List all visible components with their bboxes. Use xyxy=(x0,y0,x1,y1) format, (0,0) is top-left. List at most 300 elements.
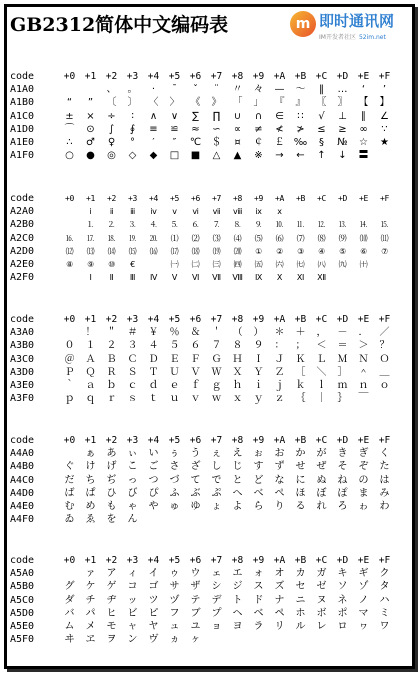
logo-tagline-text: IM开发者社区 xyxy=(319,34,356,41)
row-code: A1A0 xyxy=(10,84,35,96)
char-cell: Ｚ xyxy=(274,366,285,378)
char-cell: 々 xyxy=(253,84,264,96)
char-cell: ら xyxy=(253,500,264,512)
column-header: +3 xyxy=(126,435,139,446)
char-cell: ＇ xyxy=(211,327,222,339)
char-cell: キ xyxy=(337,568,348,580)
char-cell: ｈ xyxy=(232,379,243,391)
char-cell: 〔 xyxy=(106,97,117,109)
char-cell: ∏ xyxy=(212,110,221,122)
char-cell: ３ xyxy=(127,340,138,352)
logo-site: 52im.net xyxy=(358,34,386,41)
column-header: +D xyxy=(336,555,349,566)
char-cell: シ xyxy=(211,581,222,593)
char-cell: ゼ xyxy=(316,581,327,593)
char-cell: □ xyxy=(169,150,180,162)
row-code: A1E0 xyxy=(10,136,35,148)
logo-name: 即时通讯网 xyxy=(319,12,395,30)
column-header: +4 xyxy=(147,555,160,566)
char-cell: Ｙ xyxy=(253,366,264,378)
char-cell: ｜ xyxy=(316,393,327,405)
char-cell: Ⅻ xyxy=(317,273,326,283)
char-cell: ① xyxy=(255,246,262,256)
char-cell: む xyxy=(64,500,75,512)
char-cell: ⒙ xyxy=(107,233,116,243)
column-header: +2 xyxy=(105,555,118,566)
column-header: +E xyxy=(357,555,370,566)
char-cell: ㈧ xyxy=(317,259,326,269)
char-cell: ぎ xyxy=(358,448,369,460)
char-cell: ヤ xyxy=(148,620,159,632)
char-cell: ヘ xyxy=(232,607,243,619)
char-cell: ￠ xyxy=(253,136,264,148)
char-cell: ウ xyxy=(190,568,201,580)
char-cell: ッ xyxy=(127,594,138,606)
char-cell: 『 xyxy=(274,97,285,109)
char-cell: ＾ xyxy=(358,366,369,378)
column-header: +D xyxy=(336,71,349,82)
column-header: +5 xyxy=(168,314,181,325)
char-cell: ゐ xyxy=(64,514,75,526)
char-cell: ド xyxy=(253,594,264,606)
char-cell: ⑧ xyxy=(66,259,73,269)
char-cell: ｏ xyxy=(379,379,390,391)
char-cell: ｂ xyxy=(106,379,117,391)
char-cell: ょ xyxy=(211,500,222,512)
char-cell: Ｐ xyxy=(64,366,75,378)
char-cell: ラ xyxy=(253,620,264,632)
char-cell: ろ xyxy=(337,500,348,512)
char-cell: ヂ xyxy=(106,594,117,606)
char-cell: ∝ xyxy=(233,123,242,135)
char-cell: ｆ xyxy=(190,379,201,391)
row-code: A3E0 xyxy=(10,379,35,391)
char-cell: ⑵ xyxy=(191,233,200,243)
char-cell: オ xyxy=(274,568,285,580)
char-cell: ⒇ xyxy=(233,246,242,256)
char-cell: か xyxy=(295,448,306,460)
char-cell: ㈨ xyxy=(338,259,347,269)
char-cell: パ xyxy=(85,607,96,619)
char-cell: ♂ xyxy=(86,136,95,148)
char-cell: ｇ xyxy=(211,379,222,391)
char-cell: ′ xyxy=(152,136,155,148)
row-code: A5D0 xyxy=(10,607,35,619)
char-cell: ¤ xyxy=(234,136,241,148)
row-code: A4D0 xyxy=(10,487,35,499)
char-cell: ビ xyxy=(127,607,138,619)
column-header: +B xyxy=(294,435,307,446)
char-cell: 〕 xyxy=(127,97,138,109)
char-cell: ∮ xyxy=(129,123,136,135)
column-header-code: code xyxy=(10,435,35,446)
char-cell: — xyxy=(274,84,285,96)
char-cell: Ⅹ xyxy=(276,273,283,283)
char-cell: 〗 xyxy=(337,97,348,109)
char-cell: っ xyxy=(127,474,138,486)
char-cell: ズ xyxy=(274,581,285,593)
char-cell: ｕ xyxy=(169,393,180,405)
char-cell: ㈢ xyxy=(212,259,221,269)
char-cell: も xyxy=(106,500,117,512)
char-cell: ＝ xyxy=(337,340,348,352)
char-cell: デ xyxy=(211,594,222,606)
char-cell: ← xyxy=(296,150,305,162)
column-header: +D xyxy=(336,314,349,325)
char-cell: ⅷ xyxy=(232,207,243,217)
char-cell: ゲ xyxy=(106,581,117,593)
char-cell: お xyxy=(274,448,285,460)
row-code: A4F0 xyxy=(10,514,35,526)
char-cell: リ xyxy=(274,620,285,632)
char-cell: ぺ xyxy=(274,487,285,499)
char-cell: “ xyxy=(66,97,73,109)
column-header: +C xyxy=(315,71,328,82)
char-cell: ⒈ xyxy=(86,220,95,230)
char-cell: わ xyxy=(379,500,390,512)
char-cell: … xyxy=(337,84,348,96)
char-cell: ？ xyxy=(379,340,390,352)
char-cell: ㈠ xyxy=(170,259,179,269)
char-cell: て xyxy=(190,474,201,486)
char-cell: る xyxy=(295,500,306,512)
char-cell: ’ xyxy=(382,84,387,96)
char-cell: ＋ xyxy=(295,327,306,339)
char-cell: ぃ xyxy=(127,448,138,460)
char-cell: 〈 xyxy=(148,97,159,109)
char-cell: ˇ xyxy=(193,84,198,96)
char-cell: ゃ xyxy=(127,500,138,512)
char-cell: ⅸ xyxy=(255,207,262,217)
char-cell: ‖ xyxy=(319,84,324,96)
char-cell: ∵ xyxy=(381,123,388,135)
char-cell: ど xyxy=(253,474,264,486)
char-cell: ／ xyxy=(379,327,390,339)
char-cell: ￣ xyxy=(358,393,369,405)
column-header: +E xyxy=(357,435,370,446)
char-cell: 《 xyxy=(190,97,201,109)
char-cell: Ｕ xyxy=(169,366,180,378)
char-cell: ブ xyxy=(190,607,201,619)
char-cell: ベ xyxy=(253,607,264,619)
char-cell: ル xyxy=(295,620,306,632)
char-cell: 【 xyxy=(358,97,369,109)
char-cell: Ｂ xyxy=(106,353,117,365)
char-cell: ⅹ xyxy=(277,207,282,217)
logo-mark-icon: m xyxy=(290,11,316,37)
char-cell: マ xyxy=(358,607,369,619)
char-cell: ｗ xyxy=(211,393,222,405)
char-cell: ュ xyxy=(169,620,180,632)
char-cell: ＞ xyxy=(358,340,369,352)
char-cell: ヨ xyxy=(232,620,243,632)
char-cell: △ xyxy=(212,150,221,162)
column-header: +B xyxy=(294,71,307,82)
row-code: A4C0 xyxy=(10,474,35,486)
char-cell: ぞ xyxy=(358,461,369,473)
char-cell: ≥ xyxy=(338,123,347,135)
char-cell: ÷ xyxy=(107,110,116,122)
char-cell: ㈦ xyxy=(296,259,305,269)
char-cell: ぬ xyxy=(316,474,327,486)
char-cell: ｝ xyxy=(337,393,348,405)
char-cell: ⑿ xyxy=(65,246,74,256)
page-title: GB2312简体中文编码表 xyxy=(10,14,229,36)
char-cell: ｑ xyxy=(85,393,96,405)
char-cell: ⒓ xyxy=(317,220,326,230)
char-cell: ∪ xyxy=(233,110,242,122)
char-cell: ˉ xyxy=(172,84,177,96)
char-cell: ぜ xyxy=(316,461,327,473)
char-cell: ◆ xyxy=(149,150,158,162)
column-header: +4 xyxy=(148,194,159,203)
char-cell: ぴ xyxy=(148,487,159,499)
char-cell: タ xyxy=(379,581,390,593)
column-header: +D xyxy=(336,435,349,446)
char-cell: ￡ xyxy=(274,136,285,148)
row-code: A4B0 xyxy=(10,461,35,473)
char-cell: ＿ xyxy=(379,366,390,378)
char-cell: ガ xyxy=(316,568,327,580)
char-cell: ａ xyxy=(85,379,96,391)
char-cell: ｋ xyxy=(295,379,306,391)
column-header: +5 xyxy=(168,71,181,82)
char-cell: そ xyxy=(337,461,348,473)
row-code: A3D0 xyxy=(10,366,35,378)
char-cell: ひ xyxy=(106,487,117,499)
char-cell: ｔ xyxy=(148,393,159,405)
char-cell: Ｖ xyxy=(190,366,201,378)
char-cell: ヶ xyxy=(190,634,201,646)
char-cell: ⒀ xyxy=(86,246,95,256)
char-cell: ∑ xyxy=(192,110,199,122)
column-header: +9 xyxy=(253,194,264,203)
char-cell: ヵ xyxy=(169,634,180,646)
char-cell: １ xyxy=(85,340,96,352)
char-cell: 「 xyxy=(232,97,243,109)
char-cell: Ｎ xyxy=(358,353,369,365)
char-cell: ｀ xyxy=(64,379,75,391)
char-cell: ⊥ xyxy=(338,110,347,122)
char-cell: ム xyxy=(64,620,75,632)
char-cell: ｌ xyxy=(316,379,327,391)
char-cell: ≮ xyxy=(275,123,284,135)
char-cell: ⒃ xyxy=(149,246,158,256)
char-cell: § xyxy=(319,136,324,148)
char-cell: ㈩ xyxy=(359,259,368,269)
char-cell: だ xyxy=(64,474,75,486)
column-header: +B xyxy=(294,314,307,325)
char-cell: 》 xyxy=(211,97,222,109)
column-header-code: code xyxy=(10,314,35,325)
char-cell: ふ xyxy=(169,487,180,499)
char-cell: ＊ xyxy=(274,327,285,339)
char-cell: ⑤ xyxy=(339,246,346,256)
char-cell: り xyxy=(274,500,285,512)
char-cell: ハ xyxy=(379,594,390,606)
column-header: +2 xyxy=(105,314,118,325)
char-cell: Ｊ xyxy=(274,353,285,365)
char-cell: ∠ xyxy=(380,110,389,122)
char-cell: ５ xyxy=(169,340,180,352)
column-header: +8 xyxy=(232,194,243,203)
char-cell: ヒ xyxy=(106,607,117,619)
column-header: +C xyxy=(315,555,328,566)
column-header: +5 xyxy=(169,194,180,203)
column-header: +E xyxy=(358,194,369,203)
row-code: A2F0 xyxy=(10,272,35,284)
char-cell: Ｈ xyxy=(232,353,243,365)
char-cell: Ａ xyxy=(85,353,96,365)
char-cell: ｖ xyxy=(190,393,201,405)
char-cell: ご xyxy=(148,461,159,473)
char-cell: ． xyxy=(358,327,369,339)
column-header: +A xyxy=(273,435,286,446)
char-cell: ⒉ xyxy=(107,220,116,230)
char-cell: ☆ xyxy=(359,136,368,148)
char-cell: ミ xyxy=(379,607,390,619)
char-cell: ∫ xyxy=(108,123,115,135)
char-cell: Ｆ xyxy=(190,353,201,365)
row-code: A2D0 xyxy=(10,245,35,257)
char-cell: ∴ xyxy=(66,136,73,148)
char-cell: う xyxy=(190,448,201,460)
char-cell: ⅲ xyxy=(130,207,135,217)
char-cell: べ xyxy=(253,487,264,499)
char-cell: ∽ xyxy=(212,123,221,135)
char-cell: ゎ xyxy=(358,500,369,512)
char-cell: ③ xyxy=(297,246,304,256)
column-header: +7 xyxy=(210,555,223,566)
char-cell: は xyxy=(379,474,390,486)
char-cell: ぅ xyxy=(169,448,180,460)
column-header: +6 xyxy=(190,194,201,203)
char-cell: ∩ xyxy=(254,110,263,122)
char-cell: ぢ xyxy=(106,474,117,486)
char-cell: → xyxy=(275,150,284,162)
char-cell: ⑺ xyxy=(296,233,305,243)
char-cell: ＆ xyxy=(190,327,201,339)
char-cell: ョ xyxy=(211,620,222,632)
column-header: +B xyxy=(294,555,307,566)
char-cell: チ xyxy=(85,594,96,606)
site-logo xyxy=(290,9,408,47)
char-cell: ⅵ xyxy=(192,207,199,217)
char-cell: ＃ xyxy=(127,327,138,339)
char-cell: ⒔ xyxy=(338,220,347,230)
char-cell: ９ xyxy=(253,340,264,352)
char-cell: ィ xyxy=(127,568,138,580)
char-cell: ⒍ xyxy=(191,220,200,230)
char-cell: ◇ xyxy=(128,150,137,162)
column-header: +1 xyxy=(85,194,96,203)
column-header-code: code xyxy=(10,71,35,82)
row-code: A2C0 xyxy=(10,232,35,244)
logo-tagline xyxy=(319,32,386,41)
char-cell: 〃 xyxy=(232,84,243,96)
char-cell: Ｇ xyxy=(211,353,222,365)
column-header: +1 xyxy=(84,314,97,325)
column-header: +8 xyxy=(231,435,244,446)
char-cell: ； xyxy=(295,340,306,352)
char-cell: Ｉ xyxy=(253,353,264,365)
char-cell: ⑥ xyxy=(360,246,367,256)
char-cell: × xyxy=(86,110,95,122)
column-header: +B xyxy=(295,194,306,203)
column-header: +3 xyxy=(126,555,139,566)
char-cell: Ｄ xyxy=(148,353,159,365)
column-header: +0 xyxy=(63,555,76,566)
char-cell: ＠ xyxy=(64,353,75,365)
char-cell: № xyxy=(337,136,348,148)
column-header: +F xyxy=(379,194,390,203)
char-cell: ⅰ xyxy=(89,207,92,217)
char-cell: ロ xyxy=(337,620,348,632)
column-header: +6 xyxy=(189,71,202,82)
char-cell: ： xyxy=(274,340,285,352)
char-cell: Ⅴ xyxy=(171,273,178,283)
char-cell: Ⅳ xyxy=(149,273,158,283)
char-cell: ‰ xyxy=(293,136,308,148)
column-header: +0 xyxy=(63,314,76,325)
char-cell: カ xyxy=(295,568,306,580)
char-cell: ｘ xyxy=(232,393,243,405)
char-cell: ゑ xyxy=(85,514,96,526)
char-cell: ｚ xyxy=(274,393,285,405)
char-cell: テ xyxy=(190,594,201,606)
char-cell: ペ xyxy=(274,607,285,619)
char-cell: あ xyxy=(106,448,117,460)
char-cell: ㈤ xyxy=(254,259,263,269)
char-cell: の xyxy=(358,474,369,486)
char-cell: ヴ xyxy=(148,634,159,646)
column-header: +F xyxy=(378,435,391,446)
column-header: +1 xyxy=(84,435,97,446)
char-cell: ⒊ xyxy=(128,220,137,230)
char-cell: ⒗ xyxy=(65,233,74,243)
char-cell: ぶ xyxy=(190,487,201,499)
char-cell: た xyxy=(379,461,390,473)
row-code: A1D0 xyxy=(10,123,35,135)
char-cell: ≌ xyxy=(170,123,179,135)
char-cell: Ｍ xyxy=(337,353,348,365)
char-cell: ン xyxy=(127,634,138,646)
column-header: +3 xyxy=(127,194,138,203)
char-cell: ⑼ xyxy=(338,233,347,243)
char-cell: が xyxy=(316,448,327,460)
char-cell: Ｑ xyxy=(85,366,96,378)
char-cell: ⅶ xyxy=(212,207,221,217)
char-cell: す xyxy=(253,461,264,473)
char-cell: ァ xyxy=(85,568,96,580)
char-cell: レ xyxy=(316,620,327,632)
row-code: A2A0 xyxy=(10,206,35,218)
char-cell: （ xyxy=(232,327,243,339)
char-cell: ↓ xyxy=(338,150,347,162)
char-cell: ス xyxy=(253,581,264,593)
char-cell: ぼ xyxy=(316,487,327,499)
char-cell: ⑦ xyxy=(381,246,388,256)
char-cell: Ｓ xyxy=(127,366,138,378)
char-cell: ℃ xyxy=(189,136,202,148)
char-cell: ⑻ xyxy=(317,233,326,243)
char-cell: Ｃ xyxy=(127,353,138,365)
char-cell: Ⅰ xyxy=(89,273,92,283)
char-cell: ヮ xyxy=(358,620,369,632)
char-cell: ］ xyxy=(337,366,348,378)
column-header: +9 xyxy=(252,435,265,446)
char-cell: サ xyxy=(169,581,180,593)
